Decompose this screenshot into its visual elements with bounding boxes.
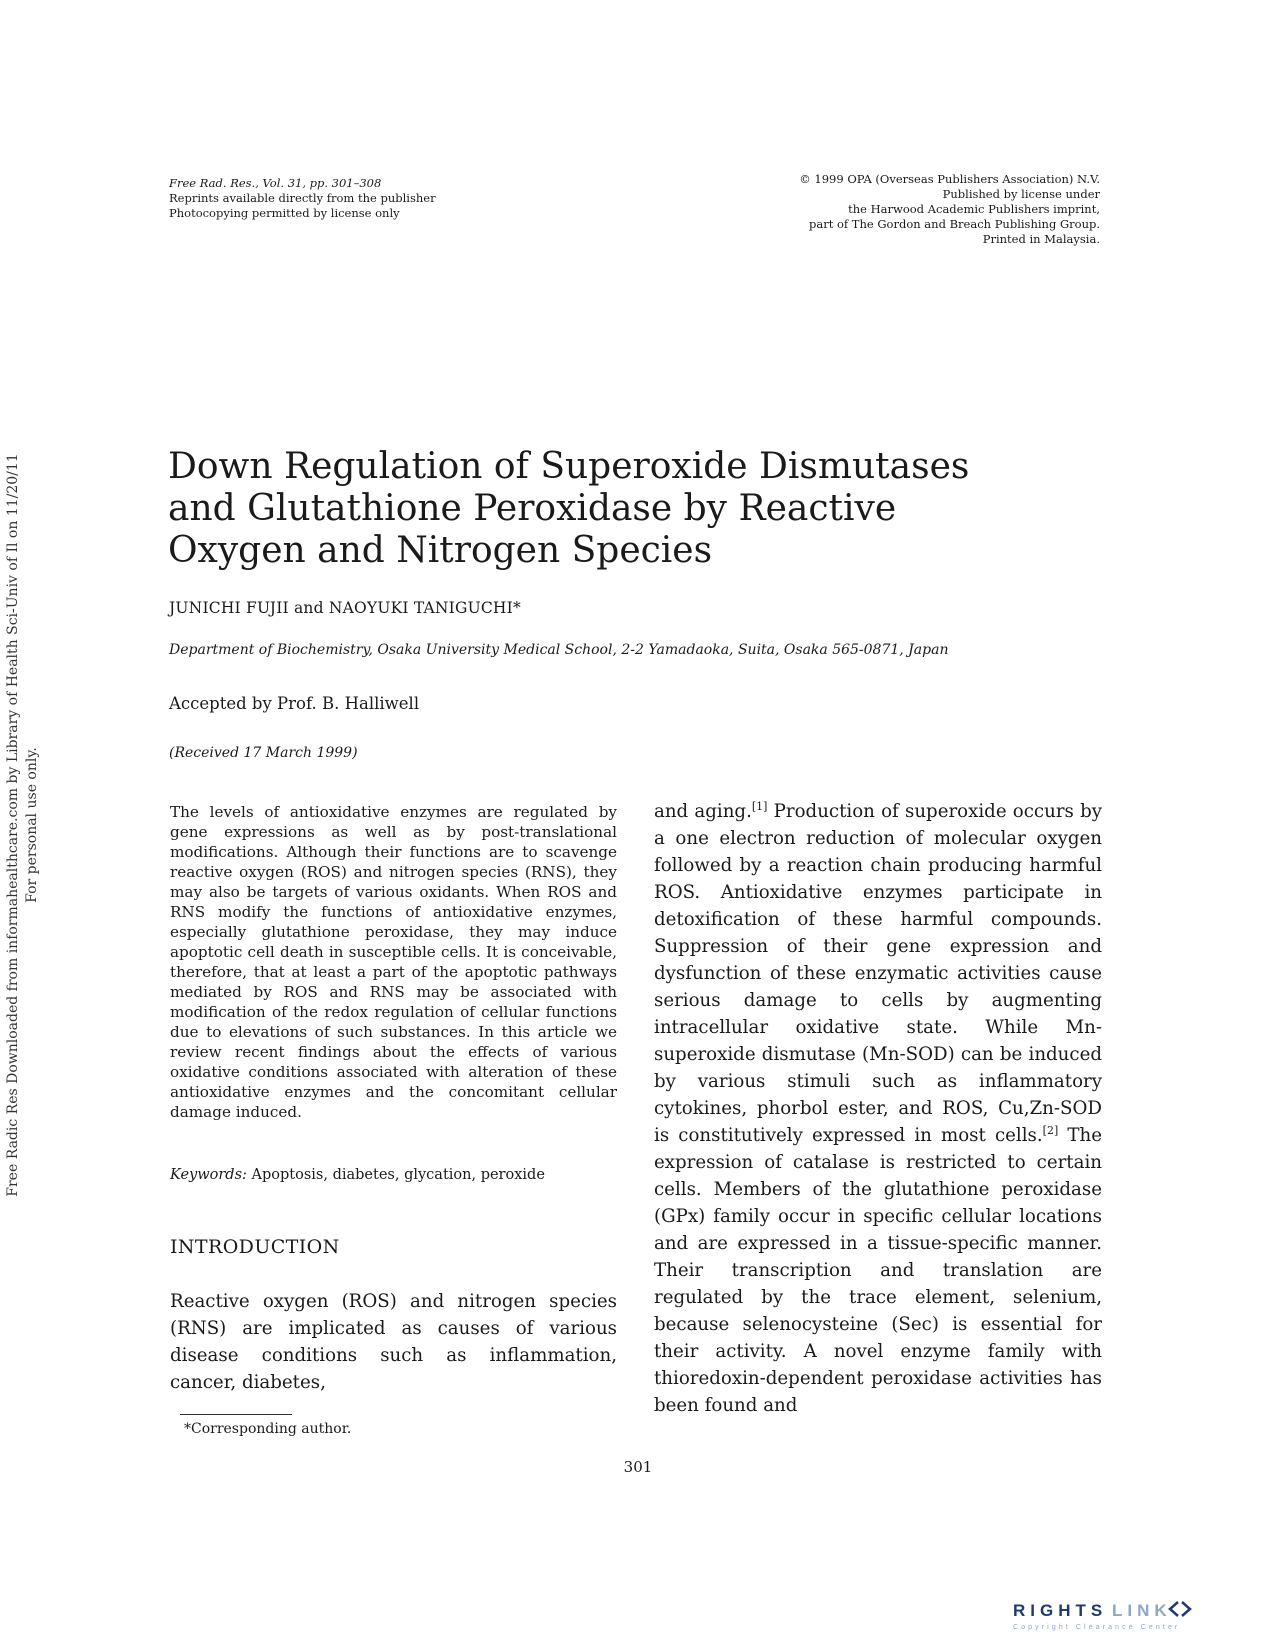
- title-line: Down Regulation of Superoxide Dismutases: [168, 446, 970, 487]
- publisher-group-line: part of The Gordon and Breach Publishing Group.: [808, 217, 1100, 231]
- keywords-label: Keywords:: [170, 1167, 247, 1183]
- col2-text: The expression of catalase is restricted to certain cells. Members of the glutathione peroxidase (GPx) family occur in specific cellular locations and are expressed in a tissue-specific manner. Their transcription and translation are regulated by the trace element, selenium, because selenocysteine (Sec) is essential for their activity. A novel enzyme family with thioredoxin-dependent peroxidase activities has been found and: [654, 1125, 1103, 1416]
- logo-text-dark: RIGHTS: [1013, 1601, 1108, 1620]
- rightslink-logo-graphic: [1013, 1596, 1243, 1636]
- download-notice-line-1: Free Radic Res Downloaded from informahealthcare.com by Library of Health Sci-Univ of Il on 11/20/11: [5, 453, 21, 1197]
- rightslink-logo: [1013, 1596, 1243, 1636]
- copyright-block: [760, 172, 1100, 247]
- citation-ref[interactable]: [2]: [1042, 1123, 1059, 1137]
- affiliation: Department of Biochemistry, Osaka University Medical School, 2-2 Yamadaoka, Suita, Osaka 565-0871, Japan: [169, 642, 949, 658]
- abstract: The levels of antioxidative enzymes are regulated by gene expressions as well as by post-translational modifications. Although their functions are to scavenge reactive oxygen (ROS) and nitrogen species (RNS), they may also be targets of various oxidants. When ROS and RNS modify the functions of antioxidative enzymes, especially glutathione peroxidase, they may induce apoptotic cell death in susceptible cells. It is conceivable, therefore, that at least a part of the apoptotic pathways mediated by ROS and RNS may be associated with modification of the redox regulation of cellular functions due to elevations of such substances. In this article we review recent findings about the effects of various oxidative conditions associated with alteration of these antioxidative enzymes and the concomitant cellular damage induced.: [170, 803, 617, 1121]
- col2-text: and aging.: [654, 801, 752, 822]
- citation-line: Free Rad. Res., Vol. 31, pp. 301–308: [169, 176, 382, 190]
- license-line: Published by license under: [942, 187, 1100, 201]
- journal-citation: [169, 176, 529, 221]
- title-line: and Glutathione Peroxidase by Reactive: [168, 488, 897, 529]
- section-heading-introduction: INTRODUCTION: [170, 1236, 340, 1258]
- title-line: Oxygen and Nitrogen Species: [168, 530, 713, 571]
- article-title: [168, 446, 988, 572]
- copyright-line: © 1999 OPA (Overseas Publishers Association) N.V.: [799, 172, 1100, 186]
- page-number: 301: [623, 1458, 653, 1476]
- introduction-text-col2: [654, 798, 1102, 1419]
- imprint-line: the Harwood Academic Publishers imprint,: [848, 202, 1100, 216]
- logo-tagline: Copyright Clearance Center: [1013, 1624, 1181, 1631]
- photocopy-line: Photocopying permitted by license only: [169, 206, 400, 220]
- logo-text-light: LINK: [1112, 1601, 1172, 1620]
- reprints-line: Reprints available directly from the publisher: [169, 191, 436, 205]
- col2-text: Production of superoxide occurs by a one electron reduction of molecular oxygen followed by a reaction chain producing harmful ROS. Antioxidative enzymes participate in detoxification of these harmful compounds. Suppression of their gene expression and dysfunction of these enzymatic activities cause serious damage to cells by augmenting intracellular oxidative state. While Mn-superoxide dismutase (Mn-SOD) can be induced by various stimuli such as inflammatory cytokines, phorbol ester, and ROS, Cu,Zn-SOD is constitutively expressed in most cells.: [654, 801, 1102, 1146]
- printed-line: Printed in Malaysia.: [982, 232, 1100, 246]
- authors: JUNICHI FUJII and NAOYUKI TANIGUCHI*: [169, 599, 521, 617]
- keywords-list: Apoptosis, diabetes, glycation, peroxide: [251, 1167, 545, 1183]
- received-date: (Received 17 March 1999): [169, 745, 358, 761]
- accepted-by: Accepted by Prof. B. Halliwell: [169, 694, 420, 713]
- download-notice-sidebar: [0, 0, 44, 1651]
- keywords: [170, 1167, 545, 1183]
- download-notice: [4, 325, 42, 1325]
- footnote: *Corresponding author.: [184, 1421, 352, 1437]
- download-notice-line-2: For personal use only.: [24, 747, 40, 903]
- logo-chevron-icon: [1170, 1602, 1190, 1616]
- citation-ref[interactable]: [1]: [751, 799, 768, 813]
- introduction-text-col1: Reactive oxygen (ROS) and nitrogen species (RNS) are implicated as causes of various disease conditions such as inflammation, cancer, diabetes,: [170, 1291, 617, 1393]
- footnote-rule: [180, 1414, 292, 1415]
